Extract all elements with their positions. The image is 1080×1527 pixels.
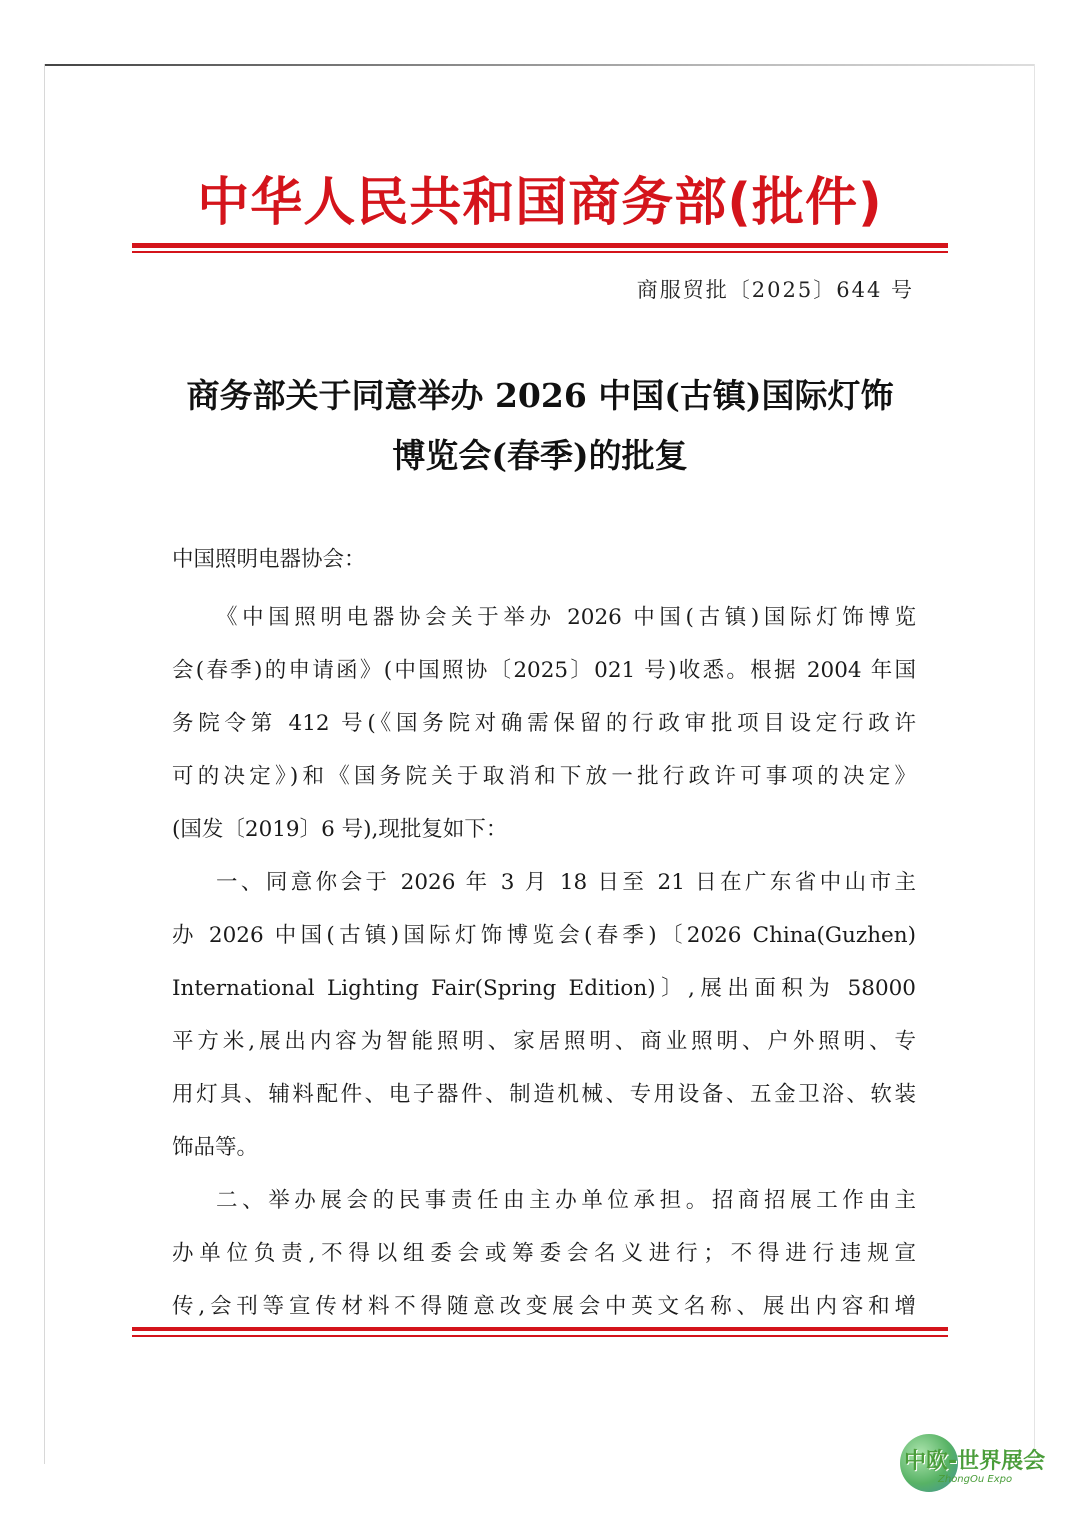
footer-rule-thin (132, 1335, 948, 1337)
document-title-line-1: 商务部关于同意举办 2026 中国(古镇)国际灯饰 (186, 376, 894, 415)
body-line: 《中国照明电器协会关于举办 2026 中国(古镇)国际灯饰博览 (216, 605, 916, 630)
watermark-logo (898, 1430, 1048, 1506)
body-line: 饰品等。 (172, 1135, 259, 1160)
watermark-logo-text: 中欧-世界展会 (904, 1449, 1046, 1474)
body-line: International Lighting Fair(Spring Edition)〕,展出面积为 58000 (172, 976, 916, 1001)
body-line: 用灯具、辅料配件、电子器件、制造机械、专用设备、五金卫浴、软装 (172, 1082, 916, 1107)
body-line: 办 2026 中国(古镇)国际灯饰博览会(春季)〔2026 China(Guzhen) (172, 923, 916, 948)
footer-rule-thick (132, 1327, 948, 1331)
letterhead-rule-thin (132, 251, 948, 253)
scan-edge-right (1034, 64, 1035, 1464)
scan-edge-top (44, 64, 1034, 66)
watermark-logo-subtext: ZhongOu Expo (938, 1474, 1013, 1485)
body-line: 一、同意你会于 2026 年 3 月 18 日至 21 日在广东省中山市主 (216, 870, 916, 895)
body-line: 二、举办展会的民事责任由主办单位承担。招商招展工作由主 (216, 1188, 916, 1213)
salutation: 中国照明电器协会： (172, 547, 366, 572)
body-line: 可的决定》)和《国务院关于取消和下放一批行政许可事项的决定》 (172, 764, 916, 789)
document-title-line-2: 博览会(春季)的批复 (392, 436, 688, 475)
scan-edge-left (44, 64, 45, 1464)
letterhead-rule-thick (132, 243, 948, 248)
document-number: 商服贸批〔2025〕644 号 (636, 278, 914, 302)
body-line: 传,会刊等宣传材料不得随意改变展会中英文名称、展出内容和增 (172, 1294, 916, 1319)
body-line: 平方米,展出内容为智能照明、家居照明、商业照明、户外照明、专 (172, 1029, 916, 1054)
body-line: 办单位负责,不得以组委会或筹委会名义进行；不得进行违规宣 (172, 1241, 916, 1266)
body-line: 务院令第 412 号(《国务院对确需保留的行政审批项目设定行政许 (172, 711, 916, 736)
letterhead-title: 中华人民共和国商务部(批件) (197, 173, 883, 233)
body-line: (国发〔2019〕6 号),现批复如下： (172, 817, 508, 842)
body-line: 会(春季)的申请函》(中国照协〔2025〕021 号)收悉。根据 2004 年国 (172, 658, 916, 683)
